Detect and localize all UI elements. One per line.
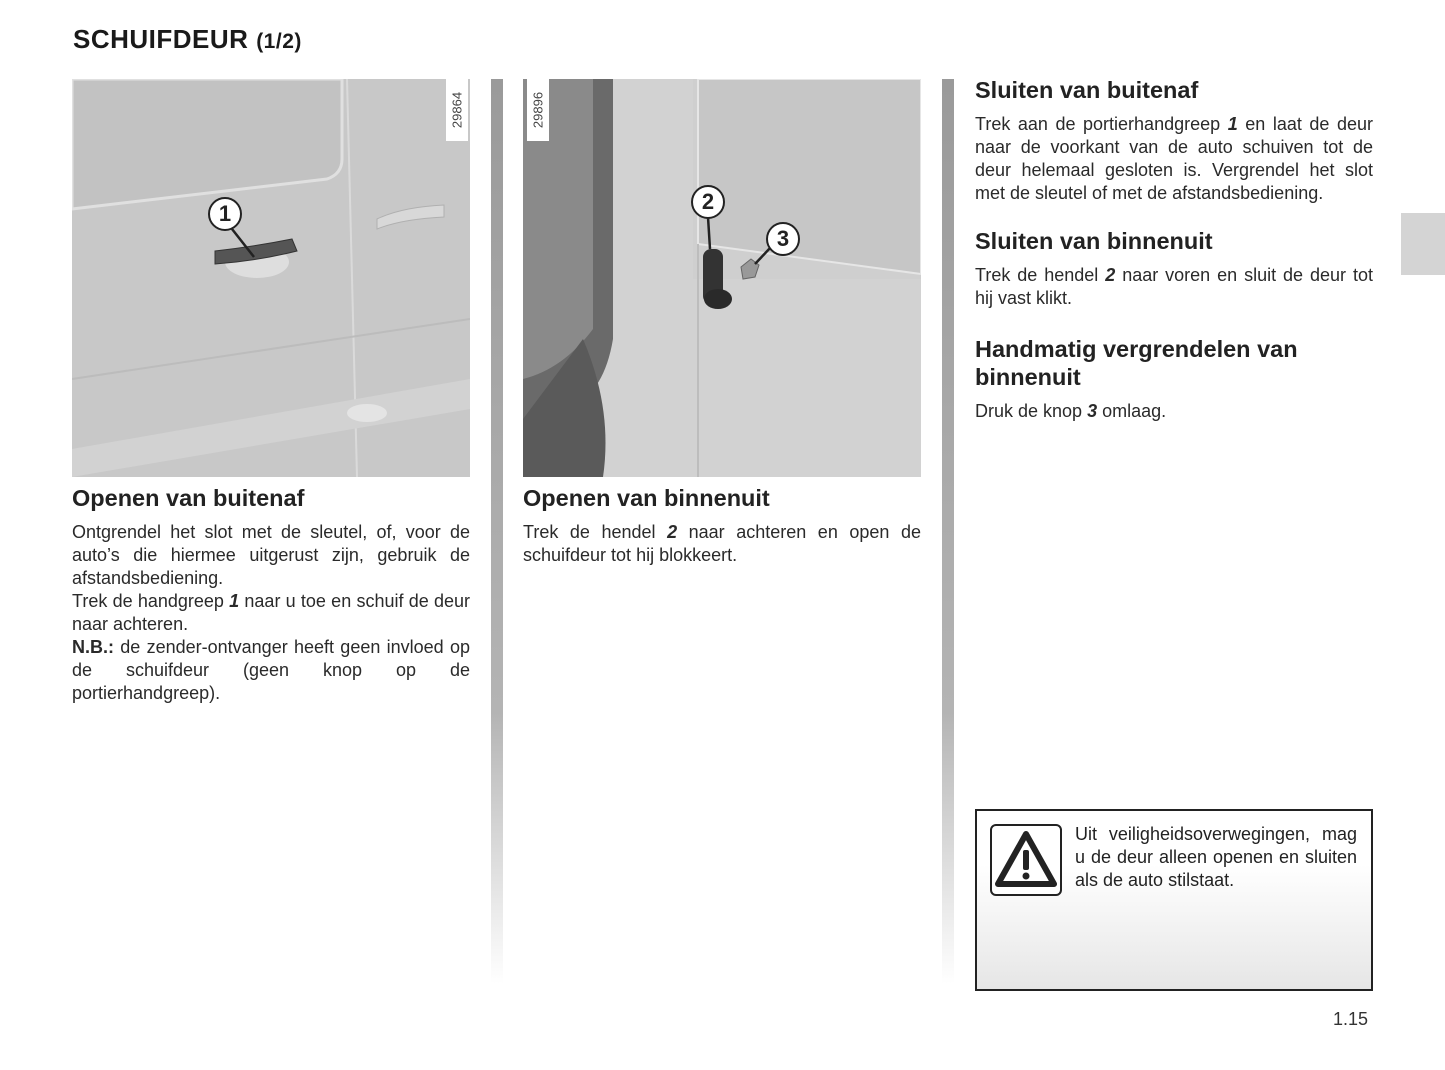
- text: de zender-ontvanger heeft geen invloed op de schuifdeur (geen knop op de portierhandgreep).: [72, 637, 470, 703]
- text: Trek aan de portierhandgreep: [975, 114, 1228, 134]
- callout-1: 1: [208, 197, 242, 231]
- warning-text: Uit veiligheidsoverwegingen, mag u de deur alleen openen en sluiten als de auto stilstaat.: [1075, 824, 1357, 890]
- reference-number: 3: [1087, 401, 1098, 421]
- paragraph: [72, 590, 470, 636]
- text: en laat de deur naar de voorkant van de auto schuiven tot de deur helemaal gesloten is. Vergrendel het slot met de sleutel of met de afstandsbediening.: [975, 114, 1373, 203]
- note-label: N.B.:: [72, 637, 114, 657]
- reference-number: 2: [667, 522, 678, 542]
- figure-interior-lever: [523, 79, 921, 477]
- reference-number: 1: [1227, 114, 1238, 134]
- text: Trek de handgreep: [72, 591, 230, 611]
- section-closing: [975, 76, 1373, 423]
- page-title: [73, 24, 302, 55]
- text: omlaag.: [1097, 401, 1167, 421]
- section-heading: Openen van binnenuit: [523, 485, 770, 511]
- figure-number: [446, 79, 468, 141]
- section-opening-outside: [72, 484, 470, 705]
- warning-triangle-icon: [990, 824, 1062, 896]
- text: Trek de hendel: [975, 265, 1106, 285]
- title-text: SCHUIFDEUR: [73, 24, 249, 54]
- paragraph: [975, 400, 1373, 423]
- column-divider: [942, 79, 954, 984]
- paragraph: Ontgrendel het slot met de sleutel, of, voor de auto’s die hiermee uitgerust zijn, gebruik de afstandsbediening.: [72, 522, 470, 588]
- section-heading: Handmatig vergrendelen van binnenuit: [975, 336, 1298, 390]
- figure-number: [527, 79, 549, 141]
- paragraph: [975, 264, 1373, 310]
- figure-number-text: 29864: [449, 91, 465, 129]
- reference-number: 2: [1105, 265, 1116, 285]
- section-opening-inside: [523, 484, 921, 567]
- figure-number-text: 29896: [530, 91, 546, 129]
- text: naar u toe en schuif de deur naar achteren.: [72, 591, 470, 634]
- text: Druk de knop: [975, 401, 1088, 421]
- column-divider: [491, 79, 503, 984]
- text: naar achteren en open de schuifdeur tot hij blokkeert.: [523, 522, 921, 565]
- paragraph: [523, 521, 921, 567]
- reference-number: 1: [229, 591, 240, 611]
- callout-2: 2: [691, 185, 725, 219]
- text: naar voren en sluit de deur tot hij vast klikt.: [975, 265, 1373, 308]
- title-part: (1/2): [256, 30, 302, 53]
- figure-exterior-door-handle: [72, 79, 470, 477]
- page-number: 1.15: [1333, 1009, 1369, 1029]
- text: Trek de hendel: [523, 522, 668, 542]
- note-paragraph: [72, 636, 470, 705]
- warning-box: [975, 809, 1373, 991]
- chapter-tab: [1401, 213, 1445, 275]
- section-heading: Sluiten van buitenaf: [975, 77, 1199, 103]
- paragraph: [975, 113, 1373, 205]
- callout-3: 3: [766, 222, 800, 256]
- section-heading: Sluiten van binnenuit: [975, 228, 1213, 254]
- section-heading: Openen van buitenaf: [72, 485, 305, 511]
